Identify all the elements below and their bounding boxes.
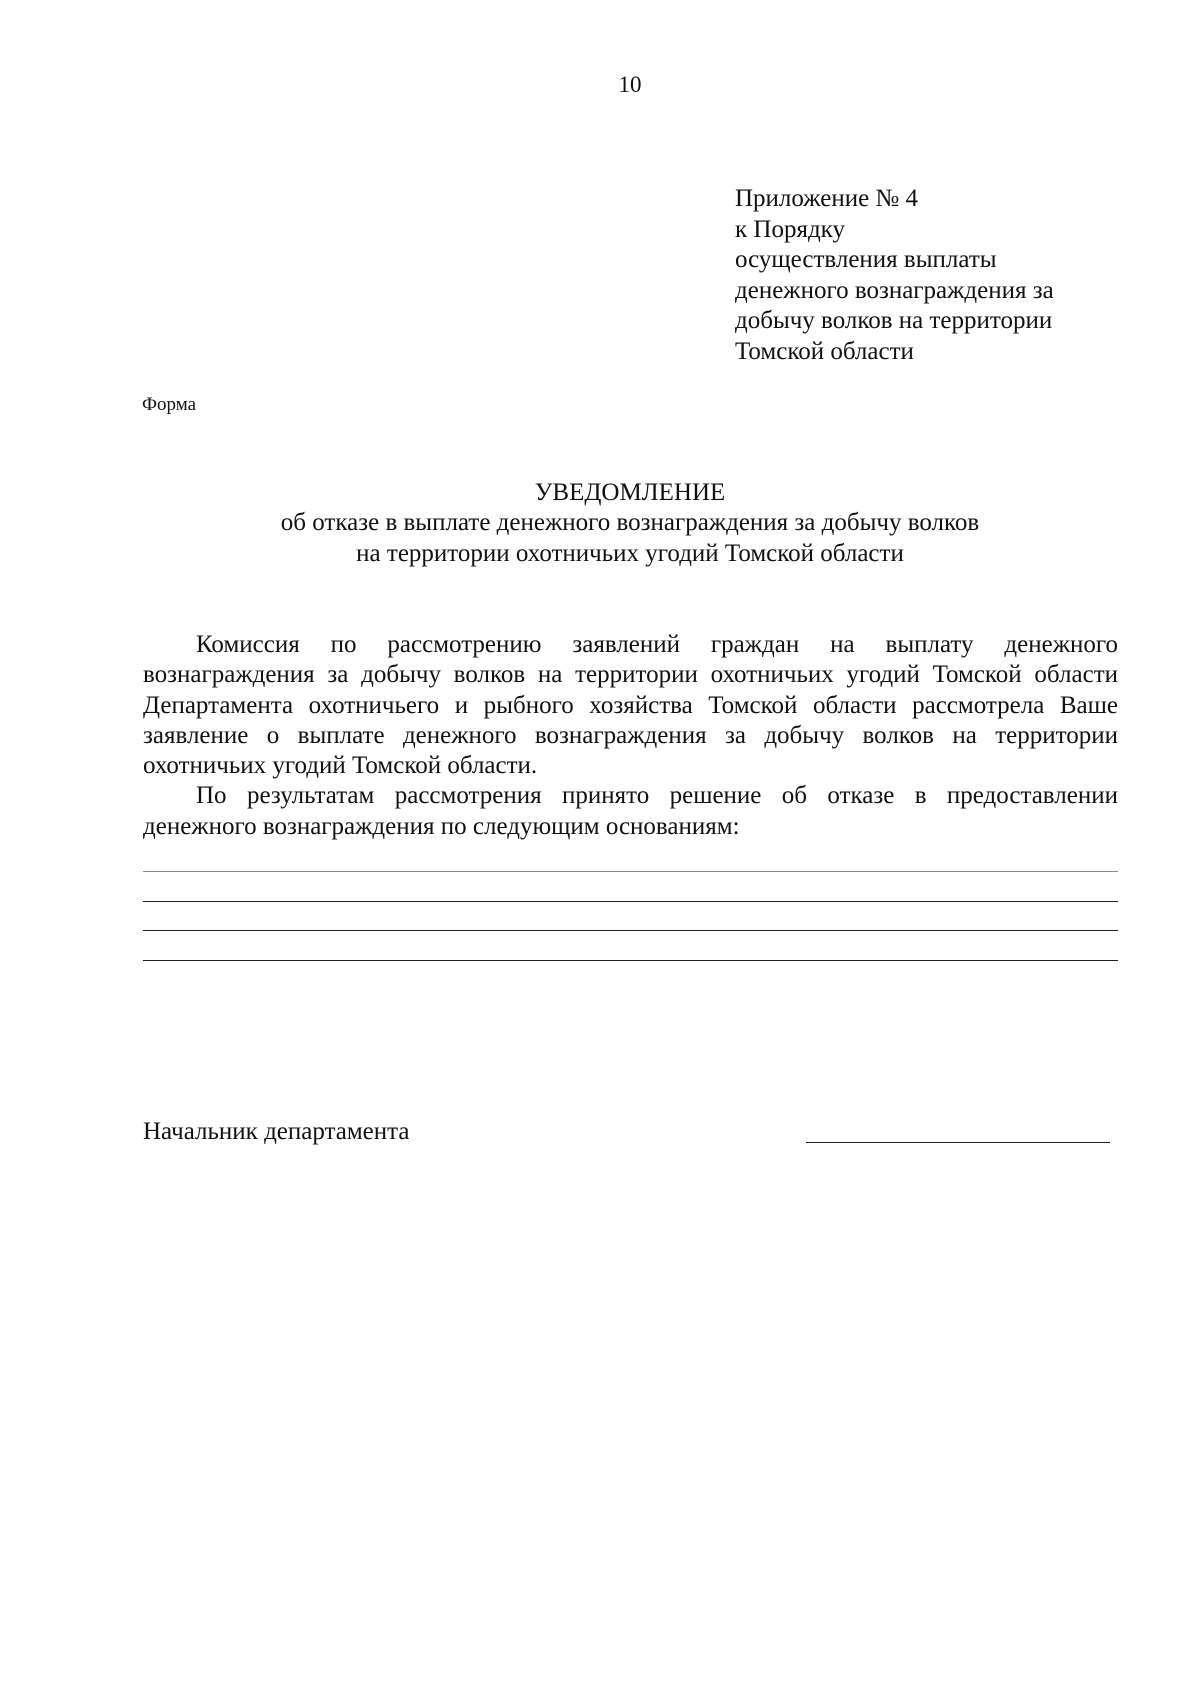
body-paragraph-2: По результатам рассмотрения принято решение об отказе в предоставлении денежного вознаграждения по следующим основаниям: — [143, 782, 1118, 840]
appendix-line: добычу волков на территории — [735, 307, 1053, 335]
signature-line — [806, 1142, 1110, 1143]
document-subtitle — [0, 508, 1200, 569]
grounds-fill-line — [143, 901, 1118, 902]
appendix-line: денежного вознаграждения за — [735, 276, 1054, 304]
grounds-fill-line — [143, 960, 1118, 961]
signatory-position: Начальник департамента — [143, 1118, 410, 1145]
grounds-fill-line — [143, 930, 1118, 931]
subtitle-line-1: об отказе в выплате денежного вознаграждения за добычу волков — [280, 509, 980, 536]
body-paragraph-1: Комиссия по рассмотрению заявлений граждан на выплату денежного вознаграждения за добычу волков на территории охотничьих угодий Томской области Департамента охотничьего и рыбного хозяйства Томской области рассмотрела Ваше заявление о выплате денежного вознаграждения за добычу волков на территории охотничьих угодий Томской области. — [143, 631, 1118, 780]
document-title: УВЕДОМЛЕНИЕ — [534, 479, 726, 506]
grounds-blank-lines — [143, 871, 1118, 989]
subtitle-line-2: на территории охотничьих угодий Томской области — [356, 539, 904, 567]
form-label: Форма — [142, 394, 197, 415]
page-number: 10 — [618, 72, 642, 97]
appendix-line: Приложение № 4 — [735, 185, 919, 212]
appendix-line: к Порядку — [735, 215, 845, 243]
appendix-reference — [735, 184, 1175, 368]
grounds-fill-line — [143, 871, 1118, 872]
notice-body — [143, 630, 1118, 842]
appendix-line: Томской области — [735, 337, 914, 365]
appendix-line: осуществления выплаты — [735, 246, 997, 274]
